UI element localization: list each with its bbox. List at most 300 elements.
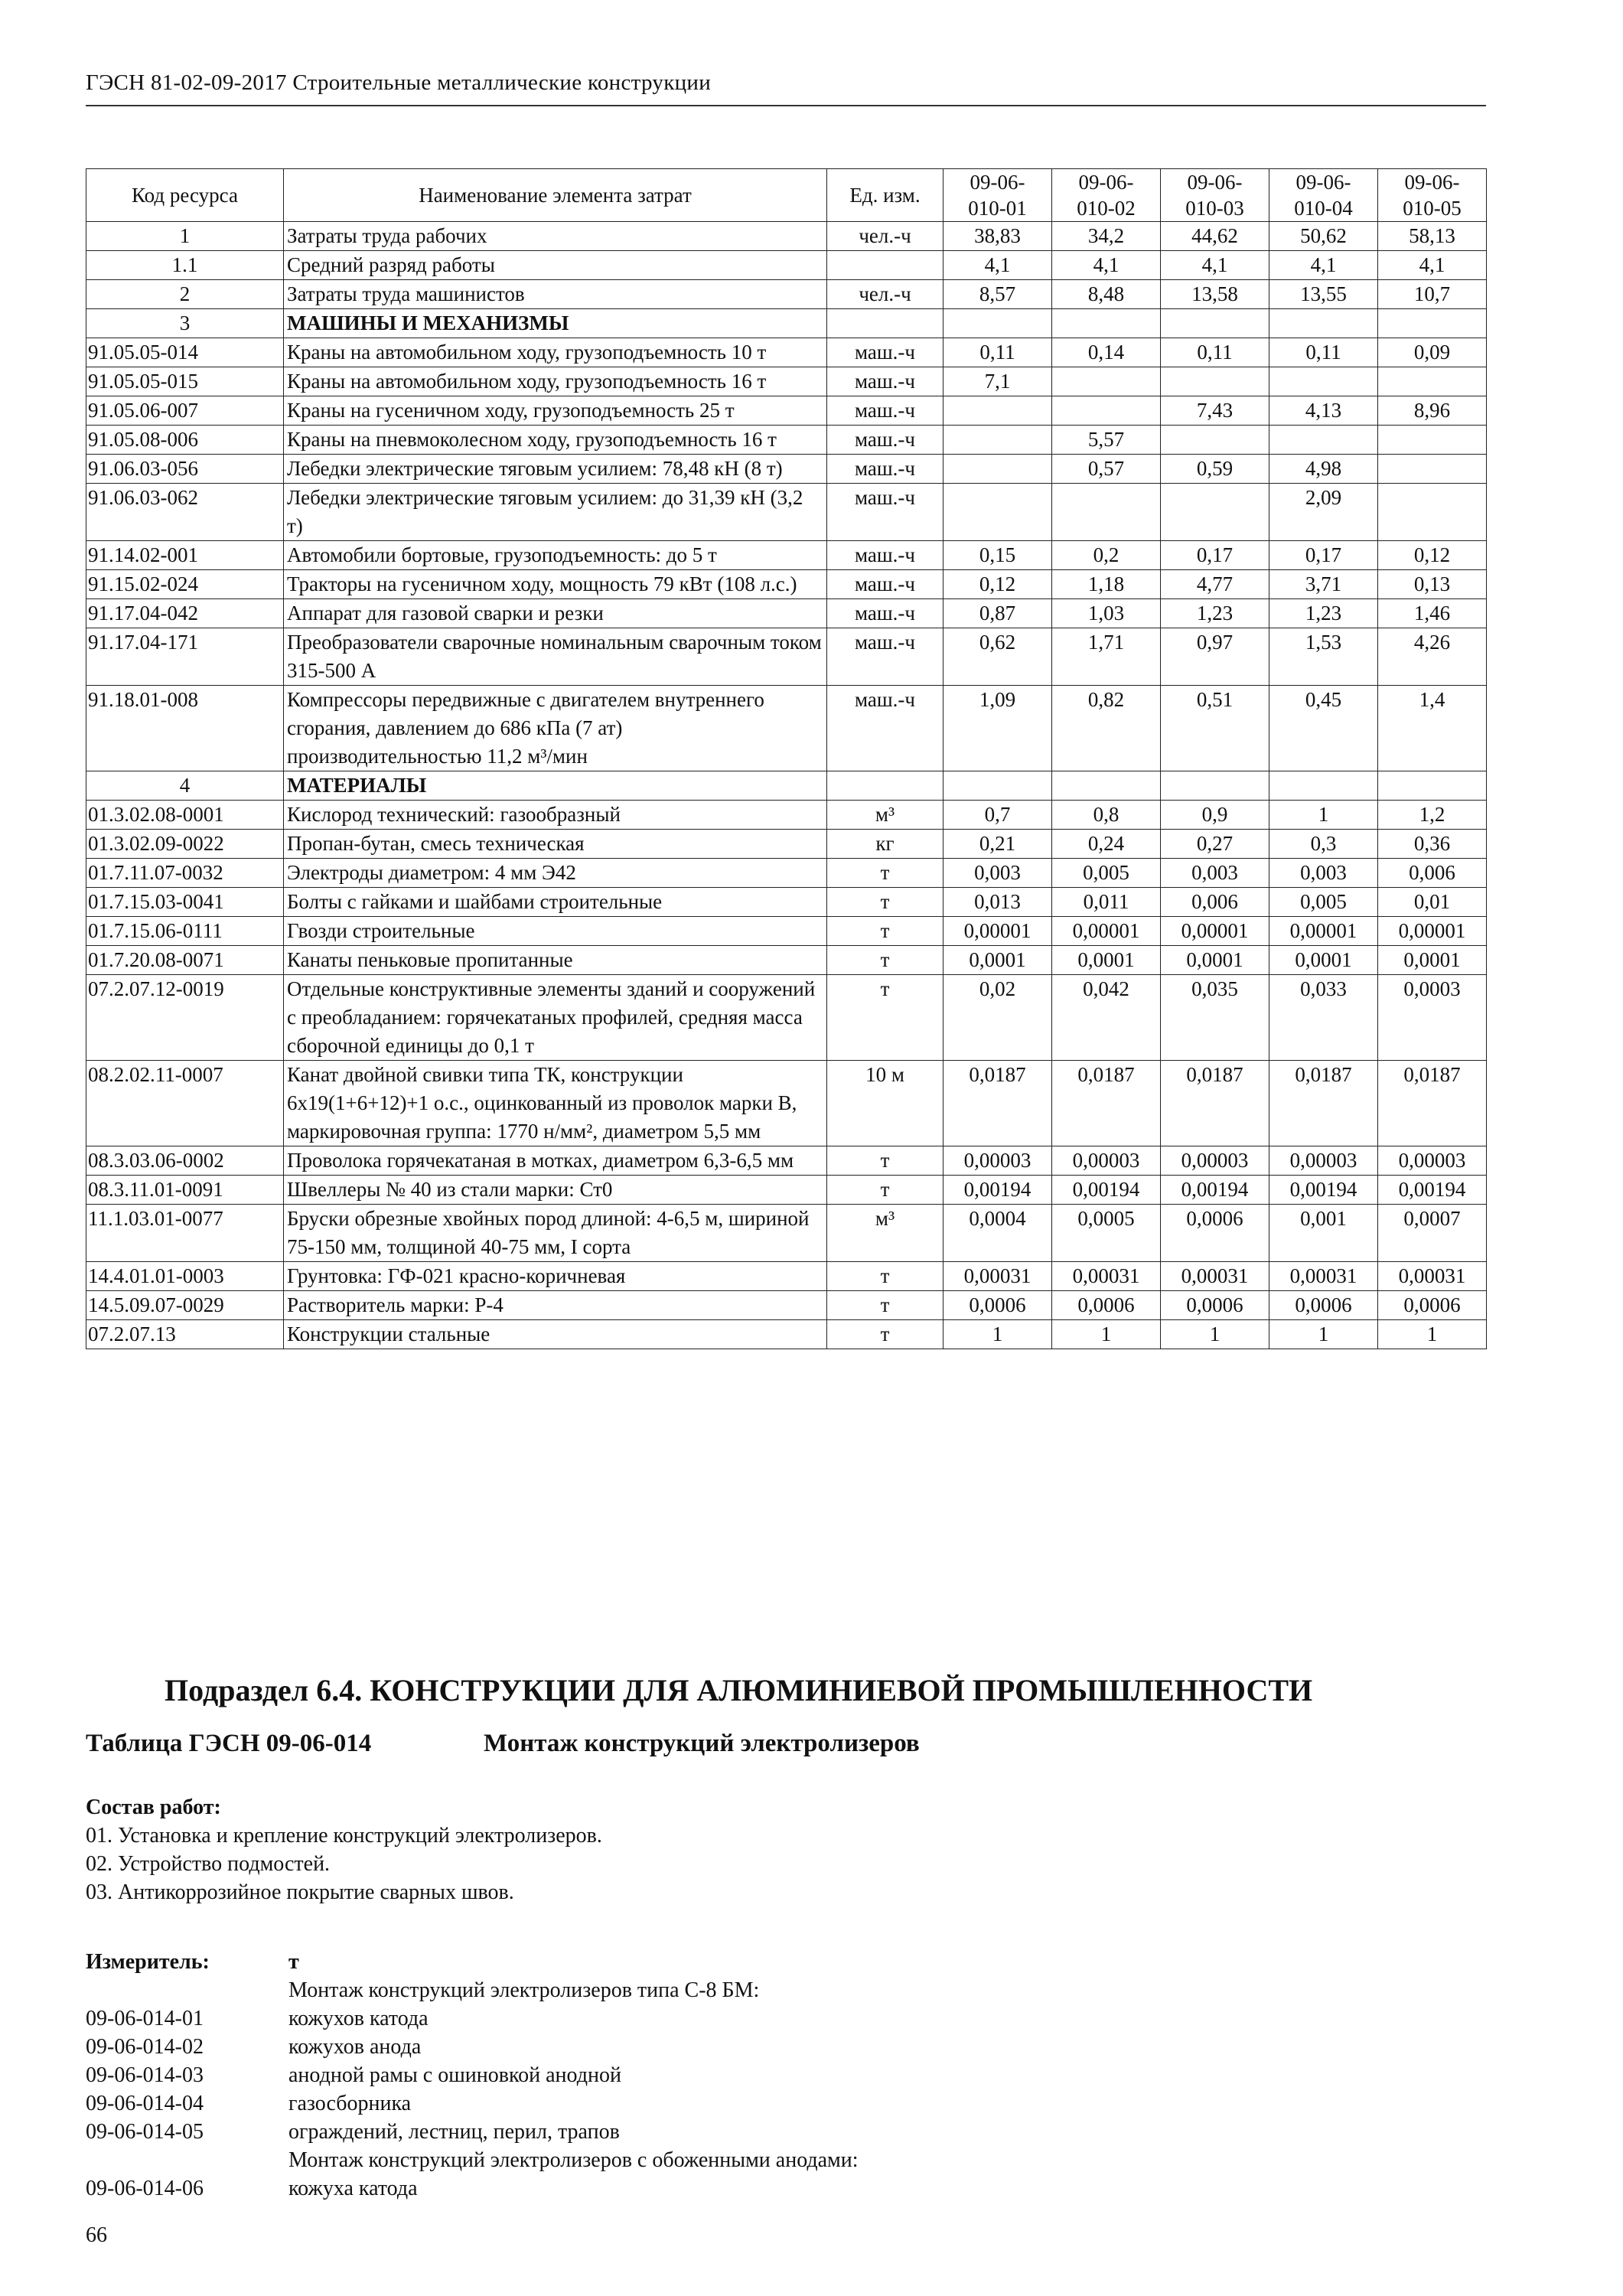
header-rule bbox=[86, 105, 1486, 106]
cell-value: 4,26 bbox=[1378, 628, 1487, 686]
cell-unit: маш.-ч bbox=[827, 541, 943, 570]
table-row bbox=[86, 1262, 1487, 1291]
cell-value: 0,003 bbox=[1161, 859, 1269, 888]
cell-value: 0,003 bbox=[1269, 859, 1378, 888]
cell-value: 1,53 bbox=[1269, 628, 1378, 686]
table-row bbox=[86, 222, 1487, 251]
cell-value: 1 bbox=[1052, 1320, 1161, 1349]
cell-value: 58,13 bbox=[1378, 222, 1487, 251]
table-row bbox=[86, 280, 1487, 309]
cell-value: 0,0005 bbox=[1052, 1205, 1161, 1262]
measure-code: 09-06-014-05 bbox=[86, 2120, 204, 2144]
cell-value: 4,1 bbox=[1378, 251, 1487, 280]
cell-value: 0,0001 bbox=[943, 946, 1052, 975]
cell-name: Швеллеры № 40 из стали марки: Ст0 bbox=[284, 1176, 827, 1205]
measure-code bbox=[86, 1976, 288, 2004]
table-row bbox=[86, 801, 1487, 830]
cell-value: 8,48 bbox=[1052, 280, 1161, 309]
cell-value: 1,03 bbox=[1052, 599, 1161, 628]
measure-text: Монтаж конструкций электролизеров с обоженными анодами: bbox=[288, 2148, 859, 2172]
cell-name: Компрессоры передвижные с двигателем внутреннего сгорания, давлением до 686 кПа (7 ат) производительностью 11,2 м³/мин bbox=[284, 686, 827, 771]
cell-value: 0,2 bbox=[1052, 541, 1161, 570]
cell-unit: маш.-ч bbox=[827, 367, 943, 396]
cell-value: 0,02 bbox=[943, 975, 1052, 1061]
header-unit: Ед. изм. bbox=[827, 169, 943, 222]
cell-value: 10,7 bbox=[1378, 280, 1487, 309]
cell-value: 1,23 bbox=[1161, 599, 1269, 628]
cell-name: Грунтовка: ГФ-021 красно-коричневая bbox=[284, 1262, 827, 1291]
cell-value: 34,2 bbox=[1052, 222, 1161, 251]
cell-value: 50,62 bbox=[1269, 222, 1378, 251]
cell-value bbox=[1052, 396, 1161, 426]
cell-unit: чел.-ч bbox=[827, 280, 943, 309]
cell-unit: маш.-ч bbox=[827, 338, 943, 367]
cell-value: 0,9 bbox=[1161, 801, 1269, 830]
cell-value: 0,00001 bbox=[1052, 917, 1161, 946]
cell-value bbox=[1161, 367, 1269, 396]
cell-value: 0,12 bbox=[943, 570, 1052, 599]
cell-name: Гвозди строительные bbox=[284, 917, 827, 946]
cell-unit: т bbox=[827, 917, 943, 946]
cell-value: 0,11 bbox=[1161, 338, 1269, 367]
cell-value: 0,0001 bbox=[1161, 946, 1269, 975]
cell-value: 0,62 bbox=[943, 628, 1052, 686]
cell-value: 0,003 bbox=[943, 859, 1052, 888]
header-col: 09-06- 010-05 bbox=[1378, 169, 1487, 222]
cell-value: 0,97 bbox=[1161, 628, 1269, 686]
cell-value: 1,23 bbox=[1269, 599, 1378, 628]
cell-value bbox=[1378, 771, 1487, 801]
measure-text: кожуха катода bbox=[288, 2177, 418, 2200]
cell-value: 0,00194 bbox=[1161, 1176, 1269, 1205]
resources-table bbox=[86, 168, 1487, 1349]
measure-text: газосборника bbox=[288, 2092, 412, 2115]
measure-line bbox=[86, 2061, 859, 2089]
cell-value: 0,00001 bbox=[1378, 917, 1487, 946]
cell-value bbox=[943, 484, 1052, 541]
cell-code: 08.3.03.06-0002 bbox=[86, 1146, 284, 1176]
cell-name: Канат двойной свивки типа ТК, конструкции 6х19(1+6+12)+1 о.с., оцинкованный из проволок марки В, маркировочная группа: 1770 н/мм², диаметром 5,5 мм bbox=[284, 1061, 827, 1146]
cell-unit: т bbox=[827, 975, 943, 1061]
cell-value: 2,09 bbox=[1269, 484, 1378, 541]
cell-value: 1 bbox=[1378, 1320, 1487, 1349]
cell-value bbox=[1378, 455, 1487, 484]
cell-value bbox=[1269, 367, 1378, 396]
cell-code: 1 bbox=[86, 222, 284, 251]
table-row bbox=[86, 888, 1487, 917]
cell-value bbox=[1269, 426, 1378, 455]
cell-value: 0,36 bbox=[1378, 830, 1487, 859]
cell-value: 0,00194 bbox=[943, 1176, 1052, 1205]
cell-value: 4,77 bbox=[1161, 570, 1269, 599]
table-row bbox=[86, 1320, 1487, 1349]
measure-text: анодной рамы с ошиновкой анодной bbox=[288, 2063, 621, 2087]
table-row bbox=[86, 771, 1487, 801]
cell-value bbox=[943, 455, 1052, 484]
cell-value: 13,55 bbox=[1269, 280, 1378, 309]
cell-value: 4,13 bbox=[1269, 396, 1378, 426]
cell-name: Краны на автомобильном ходу, грузоподъемность 10 т bbox=[284, 338, 827, 367]
cell-value: 0,00194 bbox=[1052, 1176, 1161, 1205]
cell-code: 01.7.15.03-0041 bbox=[86, 888, 284, 917]
cell-name: Преобразователи сварочные номинальным сварочным током 315-500 А bbox=[284, 628, 827, 686]
cell-name: Канаты пеньковые пропитанные bbox=[284, 946, 827, 975]
cell-value: 0,0187 bbox=[1269, 1061, 1378, 1146]
table-row bbox=[86, 859, 1487, 888]
header-col: 09-06- 010-02 bbox=[1052, 169, 1161, 222]
measure-header bbox=[86, 1948, 859, 1976]
cell-value: 0,57 bbox=[1052, 455, 1161, 484]
cell-value: 13,58 bbox=[1161, 280, 1269, 309]
table-row bbox=[86, 570, 1487, 599]
cell-value: 0,13 bbox=[1378, 570, 1487, 599]
table-row bbox=[86, 541, 1487, 570]
cell-value: 0,82 bbox=[1052, 686, 1161, 771]
cell-name: Краны на гусеничном ходу, грузоподъемность 25 т bbox=[284, 396, 827, 426]
cell-name: Болты с гайками и шайбами строительные bbox=[284, 888, 827, 917]
cell-code: 1.1 bbox=[86, 251, 284, 280]
cell-unit bbox=[827, 251, 943, 280]
cell-unit: чел.-ч bbox=[827, 222, 943, 251]
measure-line bbox=[86, 1976, 859, 2004]
measure-text: Монтаж конструкций электролизеров типа С-8 БМ: bbox=[288, 1978, 760, 2002]
cell-code: 91.05.05-015 bbox=[86, 367, 284, 396]
cell-value: 0,0001 bbox=[1378, 946, 1487, 975]
cell-name: Средний разряд работы bbox=[284, 251, 827, 280]
measure-line bbox=[86, 2118, 859, 2146]
measure-code: 09-06-014-02 bbox=[86, 2035, 204, 2059]
cell-code: 01.7.15.06-0111 bbox=[86, 917, 284, 946]
measure-lines bbox=[86, 1976, 859, 2203]
cell-value: 0,0001 bbox=[1052, 946, 1161, 975]
cell-unit: маш.-ч bbox=[827, 396, 943, 426]
cell-value bbox=[943, 309, 1052, 338]
cell-code: 11.1.03.01-0077 bbox=[86, 1205, 284, 1262]
page-number: 66 bbox=[86, 2223, 107, 2247]
table-row bbox=[86, 309, 1487, 338]
cell-name: Лебедки электрические тяговым усилием: 78,48 кН (8 т) bbox=[284, 455, 827, 484]
cell-value: 1 bbox=[1269, 801, 1378, 830]
cell-value: 1,4 bbox=[1378, 686, 1487, 771]
cell-value: 0,0006 bbox=[1378, 1291, 1487, 1320]
cell-value bbox=[1161, 309, 1269, 338]
table-row bbox=[86, 426, 1487, 455]
table-row bbox=[86, 830, 1487, 859]
cell-value bbox=[1269, 771, 1378, 801]
cell-value: 1 bbox=[1269, 1320, 1378, 1349]
cell-value: 4,1 bbox=[1161, 251, 1269, 280]
cell-value: 0,45 bbox=[1269, 686, 1378, 771]
cell-name: Аппарат для газовой сварки и резки bbox=[284, 599, 827, 628]
cell-value: 1,46 bbox=[1378, 599, 1487, 628]
cell-value: 0,0006 bbox=[1052, 1291, 1161, 1320]
cell-name: Затраты труда рабочих bbox=[284, 222, 827, 251]
measure-line bbox=[86, 2004, 859, 2033]
cell-value bbox=[943, 426, 1052, 455]
cell-value bbox=[1378, 484, 1487, 541]
measure-code: 09-06-014-01 bbox=[86, 2007, 204, 2030]
cell-value: 0,0187 bbox=[1161, 1061, 1269, 1146]
work-item: 03. Антикоррозийное покрытие сварных швов. bbox=[86, 1880, 514, 1904]
cell-code: 91.17.04-171 bbox=[86, 628, 284, 686]
cell-value: 0,006 bbox=[1161, 888, 1269, 917]
table-row bbox=[86, 1176, 1487, 1205]
cell-value: 0,0187 bbox=[1052, 1061, 1161, 1146]
measure-line bbox=[86, 2033, 859, 2061]
cell-value: 0,00003 bbox=[1161, 1146, 1269, 1176]
table-row bbox=[86, 484, 1487, 541]
cell-value: 0,00031 bbox=[943, 1262, 1052, 1291]
cell-value: 0,00031 bbox=[1161, 1262, 1269, 1291]
cell-value: 0,12 bbox=[1378, 541, 1487, 570]
cell-value: 0,8 bbox=[1052, 801, 1161, 830]
header-name: Наименование элемента затрат bbox=[284, 169, 827, 222]
measure-line bbox=[86, 2089, 859, 2118]
cell-unit: маш.-ч bbox=[827, 484, 943, 541]
cell-value: 0,00003 bbox=[1378, 1146, 1487, 1176]
cell-code: 91.06.03-056 bbox=[86, 455, 284, 484]
cell-value bbox=[1052, 484, 1161, 541]
cell-code: 07.2.07.13 bbox=[86, 1320, 284, 1349]
work-heading: Состав работ: bbox=[86, 1795, 221, 1819]
cell-value: 1,18 bbox=[1052, 570, 1161, 599]
cell-code: 91.05.05-014 bbox=[86, 338, 284, 367]
cell-value: 0,00031 bbox=[1269, 1262, 1378, 1291]
cell-code: 91.14.02-001 bbox=[86, 541, 284, 570]
measure-unit: т bbox=[288, 1950, 299, 1974]
work-item: 01. Установка и крепление конструкций электролизеров. bbox=[86, 1824, 602, 1848]
table-row bbox=[86, 1146, 1487, 1176]
cell-value: 0,0006 bbox=[943, 1291, 1052, 1320]
cell-value bbox=[1378, 367, 1487, 396]
cell-code: 14.4.01.01-0003 bbox=[86, 1262, 284, 1291]
measure-block bbox=[86, 1948, 859, 2203]
cell-name: Отдельные конструктивные элементы зданий и сооружений с преобладанием: горячекатаных профилей, средняя масса сборочной единицы до 0,1 т bbox=[284, 975, 827, 1061]
cell-code: 08.2.02.11-0007 bbox=[86, 1061, 284, 1146]
cell-code: 3 bbox=[86, 309, 284, 338]
cell-value bbox=[1378, 309, 1487, 338]
cell-value: 4,98 bbox=[1269, 455, 1378, 484]
cell-unit bbox=[827, 309, 943, 338]
cell-code: 91.05.06-007 bbox=[86, 396, 284, 426]
table-title-label: Таблица ГЭСН 09-06-014 bbox=[86, 1730, 372, 1757]
cell-value: 44,62 bbox=[1161, 222, 1269, 251]
cell-unit: т bbox=[827, 1320, 943, 1349]
measure-code: 09-06-014-04 bbox=[86, 2092, 204, 2115]
cell-value: 0,013 bbox=[943, 888, 1052, 917]
cell-value: 0,51 bbox=[1161, 686, 1269, 771]
cell-value: 0,005 bbox=[1052, 859, 1161, 888]
cell-unit: т bbox=[827, 1146, 943, 1176]
cell-unit: т bbox=[827, 1291, 943, 1320]
table-row bbox=[86, 396, 1487, 426]
cell-value: 7,1 bbox=[943, 367, 1052, 396]
cell-value: 4,1 bbox=[1269, 251, 1378, 280]
cell-value: 0,0003 bbox=[1378, 975, 1487, 1061]
cell-value: 0,87 bbox=[943, 599, 1052, 628]
cell-value: 0,00001 bbox=[1269, 917, 1378, 946]
cell-value: 0,033 bbox=[1269, 975, 1378, 1061]
cell-code: 14.5.09.07-0029 bbox=[86, 1291, 284, 1320]
cell-value bbox=[1269, 309, 1378, 338]
cell-code: 2 bbox=[86, 280, 284, 309]
cell-value: 0,00031 bbox=[1052, 1262, 1161, 1291]
cell-unit: м³ bbox=[827, 801, 943, 830]
cell-name: Растворитель марки: Р-4 bbox=[284, 1291, 827, 1320]
table-title-text: Монтаж конструкций электролизеров bbox=[484, 1730, 920, 1757]
cell-value bbox=[1161, 484, 1269, 541]
cell-value: 0,005 bbox=[1269, 888, 1378, 917]
cell-value: 0,00003 bbox=[943, 1146, 1052, 1176]
cell-value: 0,00001 bbox=[943, 917, 1052, 946]
cell-value: 0,035 bbox=[1161, 975, 1269, 1061]
cell-code: 08.3.11.01-0091 bbox=[86, 1176, 284, 1205]
cell-value bbox=[1378, 426, 1487, 455]
cell-unit: т bbox=[827, 888, 943, 917]
cell-value: 0,24 bbox=[1052, 830, 1161, 859]
table-row bbox=[86, 338, 1487, 367]
page-header: ГЭСН 81-02-09-2017 Строительные металлические конструкции bbox=[86, 70, 712, 95]
cell-unit: маш.-ч bbox=[827, 599, 943, 628]
cell-unit: маш.-ч bbox=[827, 628, 943, 686]
measure-text: кожухов катода bbox=[288, 2007, 429, 2030]
cell-name: Краны на пневмоколесном ходу, грузоподъемность 16 т bbox=[284, 426, 827, 455]
cell-code: 01.3.02.08-0001 bbox=[86, 801, 284, 830]
cell-name: Лебедки электрические тяговым усилием: до 31,39 кН (3,2 т) bbox=[284, 484, 827, 541]
cell-value: 0,0004 bbox=[943, 1205, 1052, 1262]
cell-value bbox=[943, 771, 1052, 801]
cell-value: 0,0006 bbox=[1161, 1291, 1269, 1320]
table-row bbox=[86, 975, 1487, 1061]
cell-value: 0,14 bbox=[1052, 338, 1161, 367]
measure-label: Измеритель: bbox=[86, 1950, 210, 1974]
cell-value: 5,57 bbox=[1052, 426, 1161, 455]
table-title bbox=[86, 1730, 920, 1758]
cell-value: 7,43 bbox=[1161, 396, 1269, 426]
measure-line bbox=[86, 2146, 859, 2174]
cell-code: 91.18.01-008 bbox=[86, 686, 284, 771]
cell-value: 4,1 bbox=[1052, 251, 1161, 280]
cell-value: 0,7 bbox=[943, 801, 1052, 830]
cell-value: 1,09 bbox=[943, 686, 1052, 771]
cell-value: 0,00194 bbox=[1269, 1176, 1378, 1205]
header-col: 09-06- 010-03 bbox=[1161, 169, 1269, 222]
cell-value bbox=[1052, 771, 1161, 801]
cell-unit: т bbox=[827, 1176, 943, 1205]
cell-value: 8,57 bbox=[943, 280, 1052, 309]
cell-value: 0,00194 bbox=[1378, 1176, 1487, 1205]
cell-value: 0,09 bbox=[1378, 338, 1487, 367]
cell-code: 4 bbox=[86, 771, 284, 801]
cell-value: 4,1 bbox=[943, 251, 1052, 280]
cell-name: МАШИНЫ И МЕХАНИЗМЫ bbox=[284, 309, 827, 338]
cell-value bbox=[1052, 367, 1161, 396]
cell-value: 0,00003 bbox=[1269, 1146, 1378, 1176]
table-row bbox=[86, 455, 1487, 484]
cell-value: 1,2 bbox=[1378, 801, 1487, 830]
cell-unit: маш.-ч bbox=[827, 686, 943, 771]
cell-unit: кг bbox=[827, 830, 943, 859]
table-row bbox=[86, 686, 1487, 771]
cell-value: 8,96 bbox=[1378, 396, 1487, 426]
cell-value: 0,17 bbox=[1161, 541, 1269, 570]
cell-code: 01.3.02.09-0022 bbox=[86, 830, 284, 859]
cell-name: Бруски обрезные хвойных пород длиной: 4-6,5 м, шириной 75-150 мм, толщиной 40-75 мм, I сорта bbox=[284, 1205, 827, 1262]
table-row bbox=[86, 946, 1487, 975]
cell-value: 0,011 bbox=[1052, 888, 1161, 917]
cell-unit: м³ bbox=[827, 1205, 943, 1262]
table-header-row bbox=[86, 169, 1487, 222]
measure-text: кожухов анода bbox=[288, 2035, 422, 2059]
cell-value: 0,042 bbox=[1052, 975, 1161, 1061]
measure-code bbox=[86, 2146, 288, 2174]
measure-line bbox=[86, 2174, 859, 2203]
table-row bbox=[86, 367, 1487, 396]
cell-value: 0,11 bbox=[1269, 338, 1378, 367]
cell-code: 01.7.20.08-0071 bbox=[86, 946, 284, 975]
cell-value: 0,00003 bbox=[1052, 1146, 1161, 1176]
cell-unit: т bbox=[827, 1262, 943, 1291]
cell-value: 0,006 bbox=[1378, 859, 1487, 888]
table-row bbox=[86, 251, 1487, 280]
cell-unit: 10 м bbox=[827, 1061, 943, 1146]
cell-name: Электроды диаметром: 4 мм Э42 bbox=[284, 859, 827, 888]
work-composition bbox=[86, 1793, 602, 1906]
cell-name: МАТЕРИАЛЫ bbox=[284, 771, 827, 801]
cell-code: 91.17.04-042 bbox=[86, 599, 284, 628]
measure-text: ограждений, лестниц, перил, трапов bbox=[288, 2120, 620, 2144]
cell-name: Тракторы на гусеничном ходу, мощность 79 кВт (108 л.с.) bbox=[284, 570, 827, 599]
cell-value: 0,59 bbox=[1161, 455, 1269, 484]
cell-value: 0,0187 bbox=[943, 1061, 1052, 1146]
cell-unit: т bbox=[827, 859, 943, 888]
cell-code: 91.15.02-024 bbox=[86, 570, 284, 599]
cell-value: 0,27 bbox=[1161, 830, 1269, 859]
cell-value: 0,0006 bbox=[1269, 1291, 1378, 1320]
measure-code: 09-06-014-06 bbox=[86, 2177, 204, 2200]
cell-value: 0,01 bbox=[1378, 888, 1487, 917]
cell-code: 91.05.08-006 bbox=[86, 426, 284, 455]
cell-value: 0,001 bbox=[1269, 1205, 1378, 1262]
cell-value: 1,71 bbox=[1052, 628, 1161, 686]
measure-code: 09-06-014-03 bbox=[86, 2063, 204, 2087]
work-item: 02. Устройство подмостей. bbox=[86, 1852, 331, 1876]
cell-value: 0,15 bbox=[943, 541, 1052, 570]
cell-code: 91.06.03-062 bbox=[86, 484, 284, 541]
cell-name: Кислород технический: газообразный bbox=[284, 801, 827, 830]
cell-code: 01.7.11.07-0032 bbox=[86, 859, 284, 888]
cell-name: Пропан-бутан, смесь техническая bbox=[284, 830, 827, 859]
cell-value: 0,21 bbox=[943, 830, 1052, 859]
cell-unit: т bbox=[827, 946, 943, 975]
table-body bbox=[86, 222, 1487, 1349]
cell-name: Автомобили бортовые, грузоподъемность: до 5 т bbox=[284, 541, 827, 570]
cell-value: 38,83 bbox=[943, 222, 1052, 251]
cell-code: 07.2.07.12-0019 bbox=[86, 975, 284, 1061]
cell-value bbox=[943, 396, 1052, 426]
cell-unit: маш.-ч bbox=[827, 570, 943, 599]
table-row bbox=[86, 599, 1487, 628]
cell-name: Проволока горячекатаная в мотках, диаметром 6,3-6,5 мм bbox=[284, 1146, 827, 1176]
cell-name: Краны на автомобильном ходу, грузоподъемность 16 т bbox=[284, 367, 827, 396]
table-row bbox=[86, 1291, 1487, 1320]
cell-value: 0,00031 bbox=[1378, 1262, 1487, 1291]
header-col: 09-06- 010-04 bbox=[1269, 169, 1378, 222]
cell-value: 0,0187 bbox=[1378, 1061, 1487, 1146]
cell-value: 0,17 bbox=[1269, 541, 1378, 570]
header-col: 09-06- 010-01 bbox=[943, 169, 1052, 222]
cell-value: 0,00001 bbox=[1161, 917, 1269, 946]
